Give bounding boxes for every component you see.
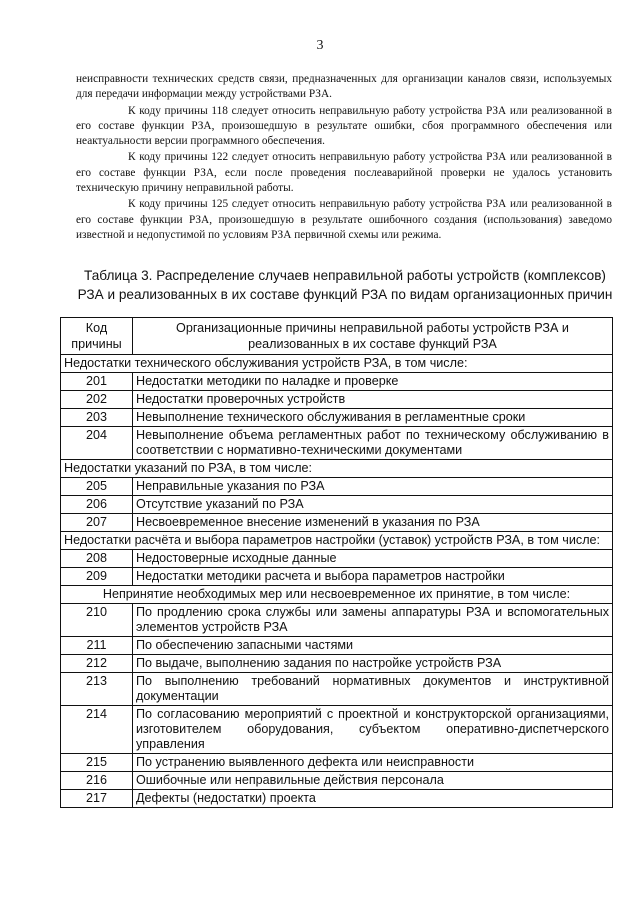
table-row (61, 568, 613, 586)
table-row (61, 550, 613, 568)
cause-code: 208 (61, 550, 133, 568)
cause-code: 215 (61, 754, 133, 772)
paragraph: К коду причины 118 следует относить неправильную работу устройства РЗА или реализованной в его составе функции РЗА, произошедшую в результате ошибки, сбоя программного обеспечения или неактуальности версии программного обеспечения. (76, 104, 612, 148)
section-title: Недостатки расчёта и выбора параметров настройки (уставок) устройств РЗА, в том числе: (61, 532, 613, 550)
table-row (61, 373, 613, 391)
cause-description: Ошибочные или неправильные действия персонала (133, 772, 613, 790)
table-row (61, 706, 613, 754)
cause-description: Недостоверные исходные данные (133, 550, 613, 568)
table-caption: Таблица 3. Распределение случаев неправильной работы устройств (комплексов) РЗА и реализованных в их составе функций РЗА по видам организационных причин (77, 268, 613, 302)
table-row (61, 496, 613, 514)
paragraph: К коду причины 122 следует относить неправильную работу устройства РЗА или реализованной в его составе функции РЗА, если после проведения послеаварийной проверки не удалось установить техническую причину неправильной работы. (76, 151, 612, 195)
cause-description: Невыполнение объема регламентных работ по техническому обслуживанию в соответствии с нормативно-техническими документами (133, 427, 613, 460)
table-row (61, 514, 613, 532)
causes-table (60, 317, 613, 808)
table-header-row (61, 318, 613, 355)
causes-table-wrapper (60, 317, 612, 808)
cause-description: Недостатки методики по наладке и проверке (133, 373, 613, 391)
header-description: Организационные причины неправильной работы устройств РЗА и реализованных в их составе функций РЗА (133, 318, 613, 355)
table-row (61, 478, 613, 496)
cause-code: 209 (61, 568, 133, 586)
cause-code: 206 (61, 496, 133, 514)
cause-description: Недостатки проверочных устройств (133, 391, 613, 409)
table-row (61, 637, 613, 655)
cause-description: Недостатки методики расчета и выбора параметров настройки (133, 568, 613, 586)
table-row (61, 754, 613, 772)
table-section-row (61, 355, 613, 373)
cause-code: 202 (61, 391, 133, 409)
table-row (61, 427, 613, 460)
cause-code: 217 (61, 790, 133, 808)
section-title: Непринятие необходимых мер или несвоевременное их принятие, в том числе: (61, 586, 613, 604)
section-title: Недостатки указаний по РЗА, в том числе: (61, 460, 613, 478)
page-number: 3 (316, 38, 324, 53)
section-title: Недостатки технического обслуживания устройств РЗА, в том числе: (61, 355, 613, 373)
table-row (61, 604, 613, 637)
table-row (61, 772, 613, 790)
cause-code: 214 (61, 706, 133, 754)
table-section-row (61, 586, 613, 604)
cause-code: 210 (61, 604, 133, 637)
table-row (61, 673, 613, 706)
cause-code: 203 (61, 409, 133, 427)
cause-code: 213 (61, 673, 133, 706)
table-section-row (61, 460, 613, 478)
table-section-row (61, 532, 613, 550)
cause-description: Неправильные указания по РЗА (133, 478, 613, 496)
cause-code: 212 (61, 655, 133, 673)
cause-description: Несвоевременное внесение изменений в указания по РЗА (133, 514, 613, 532)
header-code: Код причины (61, 318, 133, 355)
cause-description: По обеспечению запасными частями (133, 637, 613, 655)
table-row (61, 790, 613, 808)
cause-code: 205 (61, 478, 133, 496)
cause-description: По устранению выявленного дефекта или неисправности (133, 754, 613, 772)
cause-code: 216 (61, 772, 133, 790)
cause-code: 207 (61, 514, 133, 532)
cause-description: По продлению срока службы или замены аппаратуры РЗА и вспомогательных элементов устройств РЗА (133, 604, 613, 637)
cause-code: 211 (61, 637, 133, 655)
cause-description: По выдаче, выполнению задания по настройке устройств РЗА (133, 655, 613, 673)
paragraph: К коду причины 125 следует относить неправильную работу устройства РЗА или реализованной в его составе функции РЗА, произошедшую в результате ошибочного создания (использования) заведомо известной и недопустимой по условиям РЗА первичной схемы или режима. (76, 198, 612, 241)
cause-code: 204 (61, 427, 133, 460)
cause-description: По выполнению требований нормативных документов и инструктивной документации (133, 673, 613, 706)
table-row (61, 409, 613, 427)
table-row (61, 391, 613, 409)
body-text (76, 72, 612, 244)
cause-code: 201 (61, 373, 133, 391)
cause-description: Невыполнение технического обслуживания в регламентные сроки (133, 409, 613, 427)
cause-description: По согласованию мероприятий с проектной и конструкторской организациями, изготовителем оборудования, субъектом оперативно-диспетчерского управления (133, 706, 613, 754)
table-row (61, 655, 613, 673)
cause-description: Отсутствие указаний по РЗА (133, 496, 613, 514)
paragraph: неисправности технических средств связи, предназначенных для организации каналов связи, используемых для передачи информации между устройствами РЗА. (76, 73, 612, 101)
cause-description: Дефекты (недостатки) проекта (133, 790, 613, 808)
